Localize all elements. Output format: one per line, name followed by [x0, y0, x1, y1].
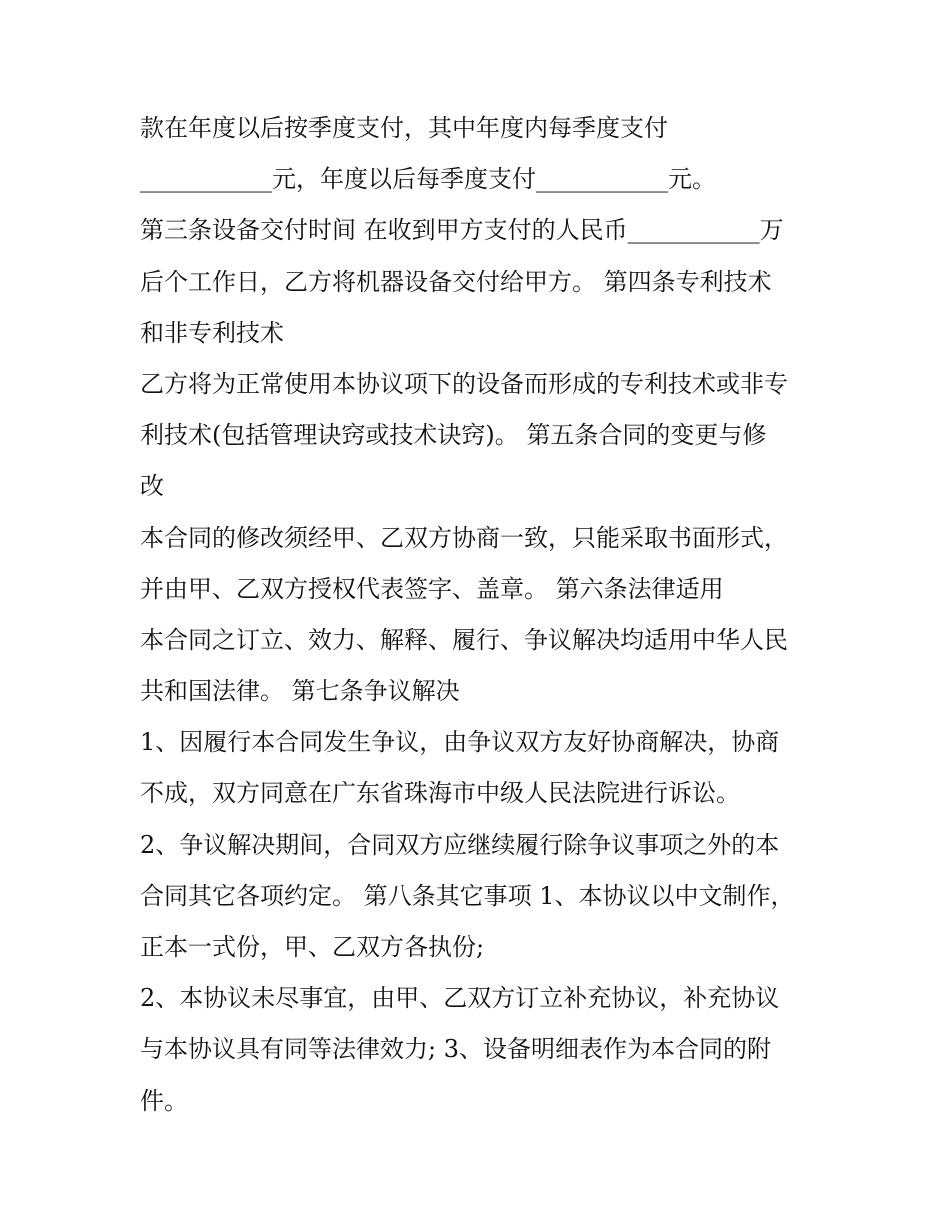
text-line: 款在年度以后按季度支付，其中年度内每季度支付: [140, 114, 668, 142]
text-line: 共和国法律。 第七条争议解决: [140, 677, 460, 706]
text-line: 和非专利技术: [140, 318, 284, 347]
text-line: 后个工作日，乙方将机器设备交付给甲方。 第四条专利技术: [140, 267, 772, 296]
text-line: 利技术(包括管理诀窍或技术诀窍)。 第五条合同的变更与修: [140, 421, 767, 450]
text-line: 第三条设备交付时间 在收到甲方支付的人民币___________万: [140, 216, 784, 245]
text-line: 2、本协议未尽事宜，由甲、乙双方订立补充协议，补充协议: [140, 984, 780, 1013]
document-body: [140, 103, 820, 1127]
text-line: 2、争议解决期间，合同双方应继续履行除争议事项之外的本: [140, 830, 780, 859]
text-line: 与本协议具有同等法律效力; 3、设备明细表作为本合同的附: [140, 1035, 771, 1064]
text-line: 改: [140, 472, 164, 501]
text-line: 并由甲、乙双方授权代表签字、盖章。 第六条法律适用: [140, 574, 724, 603]
text-line: 件。: [140, 1086, 188, 1115]
text-line: 本合同的修改须经甲、乙双方协商一致，只能采取书面形式，: [140, 523, 788, 552]
text-line: 1、因履行本合同发生争议，由争议双方友好协商解决，协商: [140, 728, 780, 757]
text-line: ___________元，年度以后每季度支付___________元。: [140, 165, 716, 194]
text-line: 不成，双方同意在广东省珠海市中级人民法院进行诉讼。: [140, 779, 740, 808]
text-line: 乙方将为正常使用本协议项下的设备而形成的专利技术或非专: [140, 369, 788, 398]
text-line: 正本一式份，甲、乙双方各执份;: [140, 933, 485, 961]
text-line: 本合同之订立、效力、解释、履行、争议解决均适用中华人民: [140, 625, 788, 654]
text-line: 合同其它各项约定。 第八条其它事项 1、本协议以中文制作，: [140, 881, 795, 910]
